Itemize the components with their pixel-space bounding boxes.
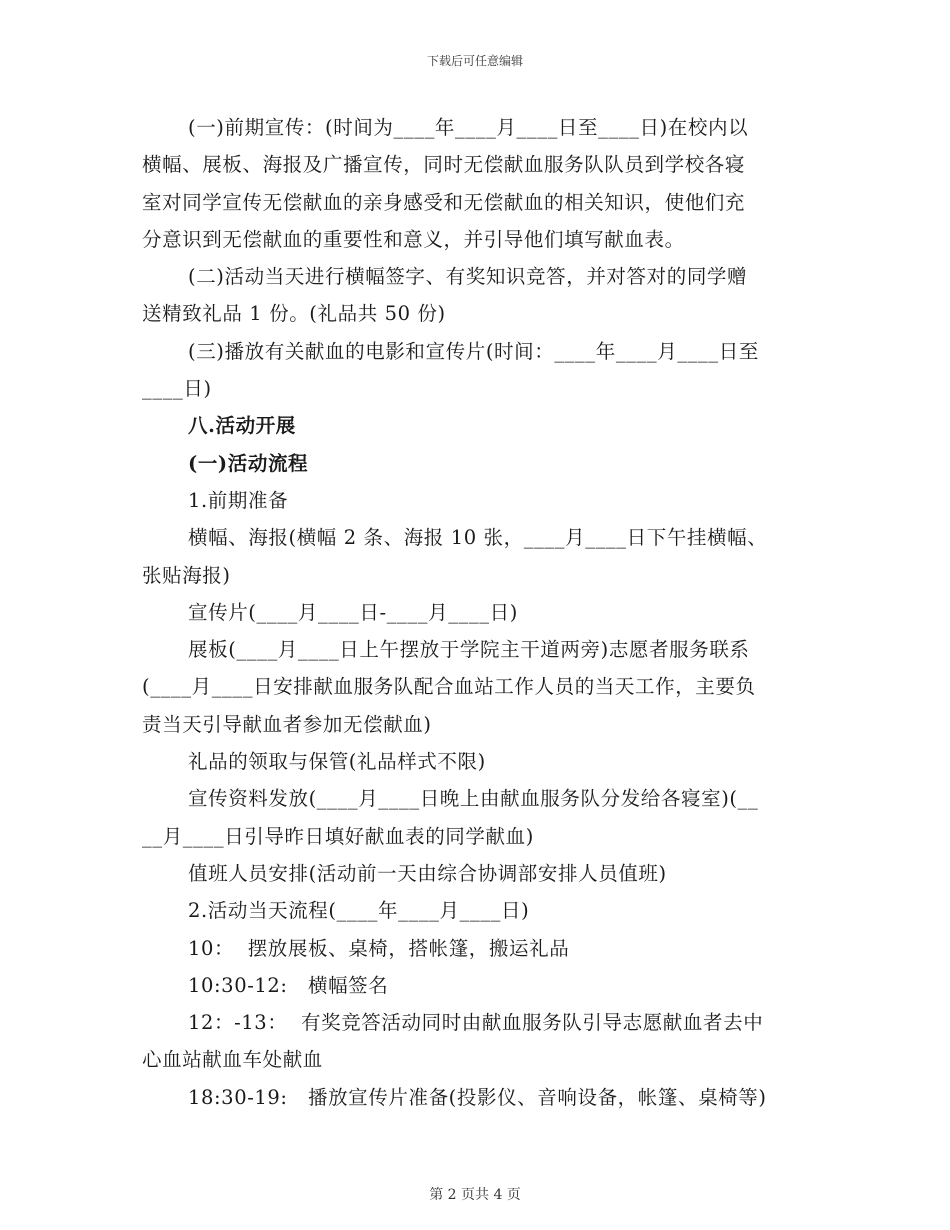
text-line: (一)前期宣传：(时间为____年____月____日至____日)在校内以 <box>188 116 749 139</box>
text-line: 送精致礼品 1 份。(礼品共 50 份) <box>142 302 446 326</box>
text-line: 横幅、海报(横幅 2 条、海报 10 张，____月____日下午挂横幅、 <box>188 526 768 550</box>
text-line: 心血站献血车处献血 <box>142 1048 323 1072</box>
section-heading: (一)活动流程 <box>188 451 309 475</box>
text-line: (____月____日安排献血服务队配合血站工作人员的当天工作，主要负 <box>142 675 756 699</box>
text-line: 张贴海报) <box>142 563 231 587</box>
text-line: 责当天引导献血者参加无偿献血) <box>142 712 432 736</box>
text-line: 横幅、展板、海报及广播宣传，同时无偿献血服务队队员到学校各寝 <box>142 153 746 177</box>
text-line: 2.活动当天流程(____年____月____日) <box>188 899 530 923</box>
text-line: 宣传资料发放(____月____日晚上由献血服务队分发给各寝室)(__ <box>188 787 759 811</box>
text-line: 值班人员安排(活动前一天由综合协调部安排人员值班) <box>188 861 667 885</box>
section-heading: 八.活动开展 <box>188 414 296 438</box>
text-line: 10： 摆放展板、桌椅，搭帐篷，搬运礼品 <box>188 936 570 960</box>
text-line: 礼品的领取与保管(礼品样式不限) <box>188 750 486 774</box>
text-line: ____日) <box>142 377 212 401</box>
text-line: 展板(____月____日上午摆放于学院主干道两旁)志愿者服务联系 <box>188 638 750 662</box>
page-footer: 第 2 页共 4 页 <box>429 1187 521 1203</box>
document-body <box>142 109 810 1116</box>
page-header: 下载后可任意编辑 <box>426 54 523 68</box>
text-line: 10:30-12: 横幅签名 <box>188 973 389 997</box>
text-line: (三)播放有关献血的电影和宣传片(时间：____年____月____日至 <box>188 339 759 363</box>
text-line: 宣传片(____月____日-____月____日) <box>188 600 518 624</box>
text-line: 12：-13： 有奖竞答活动同时由献血服务队引导志愿献血者去中 <box>188 1011 764 1035</box>
text-line: (二)活动当天进行横幅签字、有奖知识竞答，并对答对的同学赠 <box>188 265 748 289</box>
text-line: 室对同学宣传无偿献血的亲身感受和无偿献血的相关知识，使他们充 <box>142 190 746 214</box>
text-line: 分意识到无偿献血的重要性和意义，并引导他们填写献血表。 <box>142 227 685 251</box>
text-line: __月____日引导昨日填好献血表的同学献血) <box>142 824 534 848</box>
text-line: 1.前期准备 <box>188 488 289 512</box>
text-line: 18:30-19: 播放宣传片准备(投影仪、音响设备，帐篷、桌椅等) <box>188 1085 767 1109</box>
